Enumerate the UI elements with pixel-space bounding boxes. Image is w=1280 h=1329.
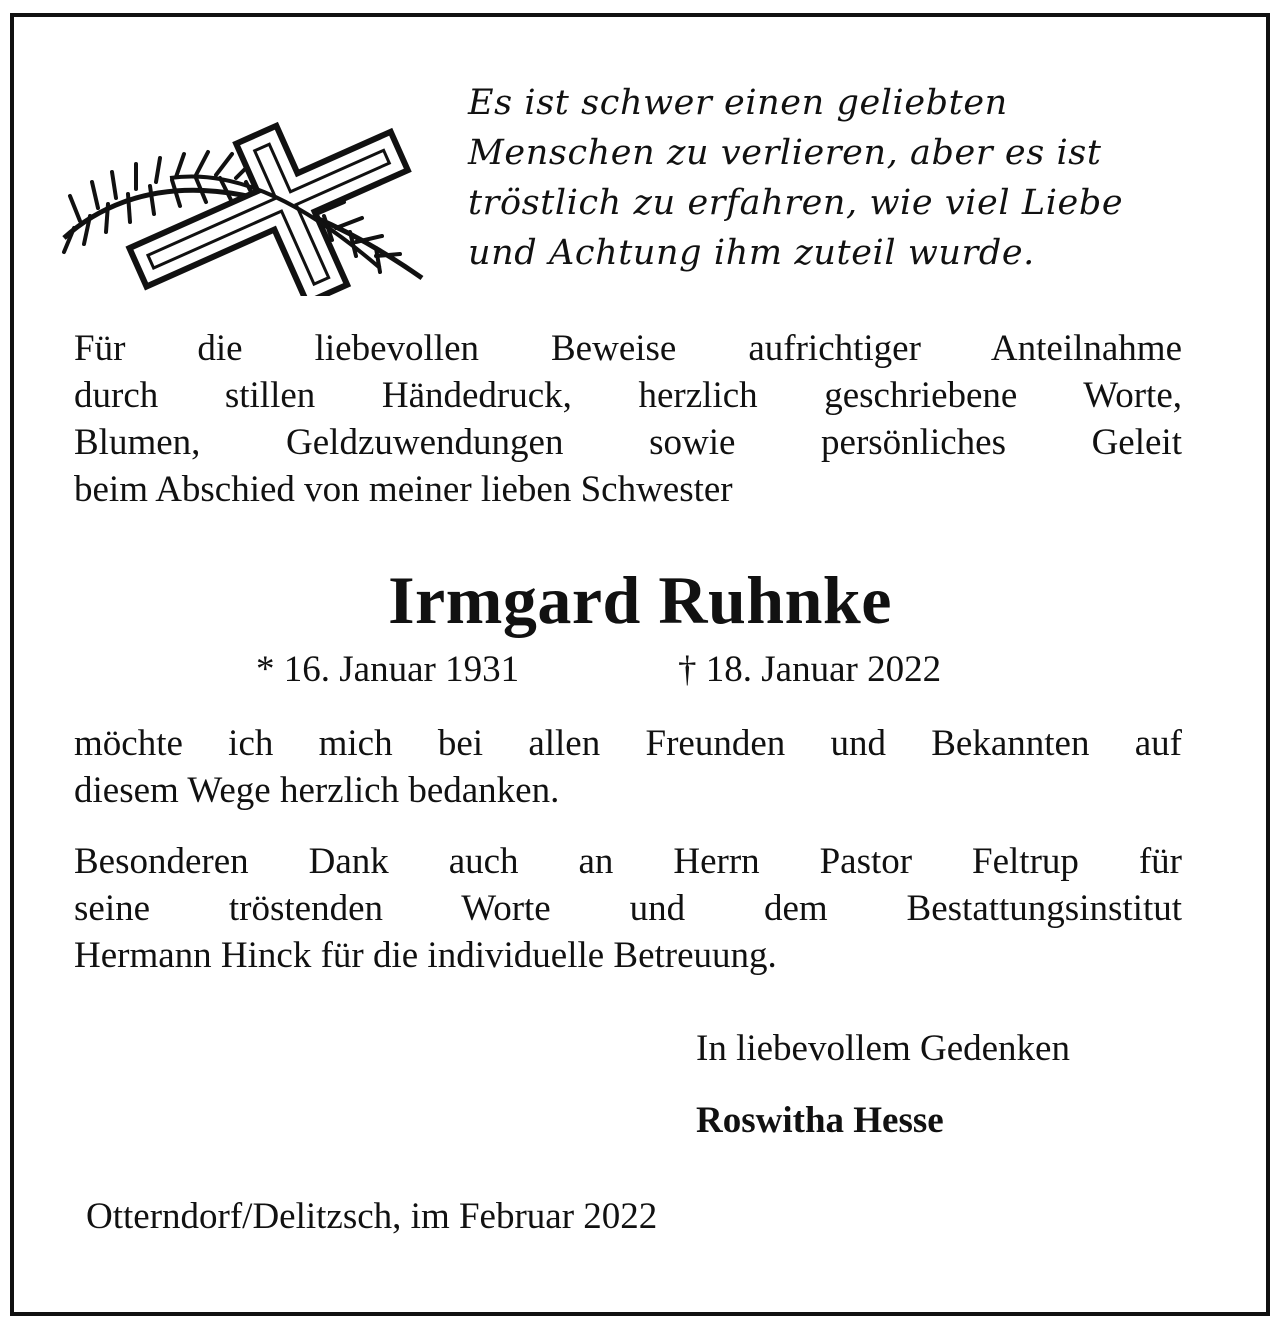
closing-phrase: In liebevollem Gedenken [696, 1028, 1070, 1069]
place-date: Otterndorf/Delitzsch, im Februar 2022 [86, 1196, 658, 1237]
deceased-name: Irmgard Ruhnke [388, 562, 892, 638]
birth-date: * 16. Januar 1931 [256, 649, 520, 690]
signer-name: Roswitha Hesse [696, 1100, 944, 1141]
special-thanks-line: seine tröstenden Worte und dem Bestattungsinstitut [74, 888, 1182, 929]
thanks-line: diesem Wege herzlich bedanken. [74, 770, 560, 811]
intro-line: beim Abschied von meiner lieben Schwester [74, 469, 733, 510]
special-thanks-line: Hermann Hinck für die individuelle Betreuung. [74, 935, 777, 976]
quote-line: und Achtung ihm zuteil wurde. [468, 233, 1035, 273]
thanks-paragraph [74, 720, 1182, 814]
quote-line: tröstlich zu erfahren, wie viel Liebe [468, 183, 1124, 223]
special-thanks-line: Besonderen Dank auch an Herrn Pastor Feltrup für [74, 841, 1182, 882]
intro-line: Für die liebevollen Beweise aufrichtiger Anteilnahme [74, 328, 1182, 369]
quote-line: Menschen zu verlieren, aber es ist [468, 133, 1102, 173]
memorial-quote [468, 78, 1248, 278]
quote-line: Es ist schwer einen geliebten [468, 83, 1008, 123]
intro-line: durch stillen Händedruck, herzlich geschriebene Worte, [74, 375, 1182, 416]
death-date: † 18. Januar 2022 [678, 649, 942, 690]
special-thanks-paragraph [74, 838, 1182, 979]
intro-line: Blumen, Geldzuwendungen sowie persönliches Geleit [74, 422, 1182, 463]
intro-paragraph [74, 325, 1182, 513]
cross-palm-frond-icon [50, 118, 432, 296]
thanks-line: möchte ich mich bei allen Freunden und Bekannten auf [74, 723, 1182, 764]
